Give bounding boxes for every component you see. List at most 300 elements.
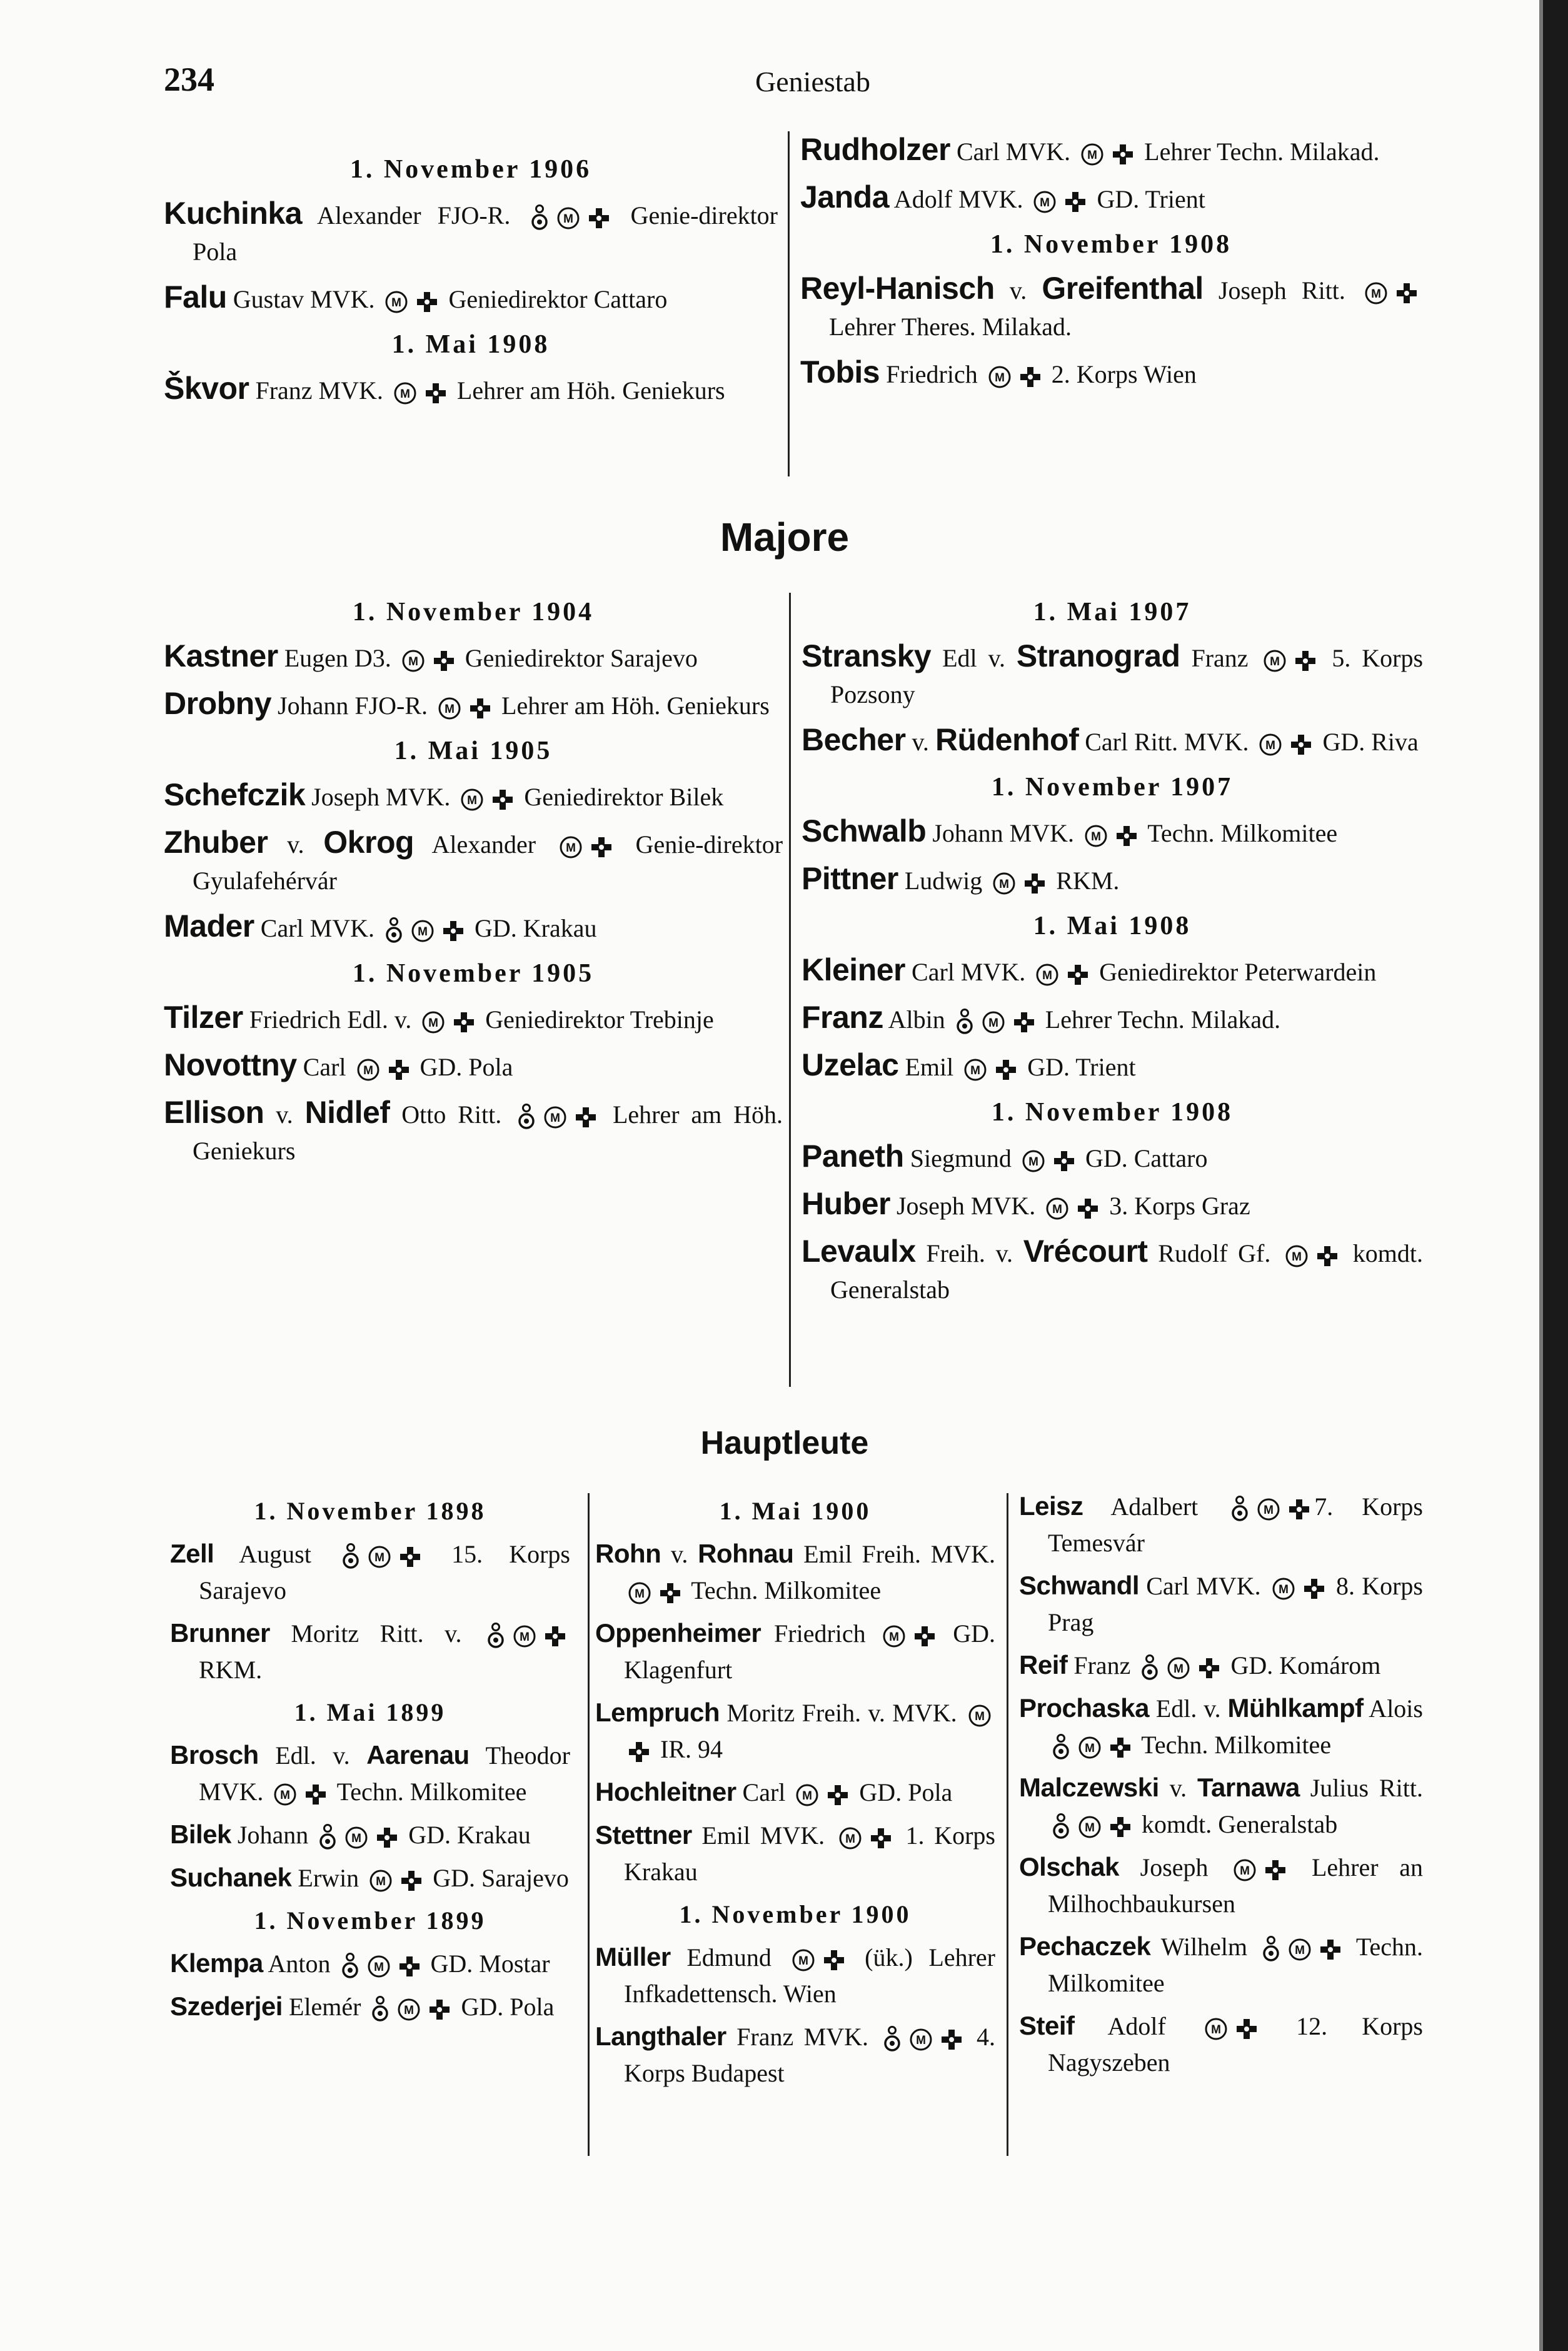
service-cross-icon bbox=[1109, 1736, 1132, 1759]
svg-text:M: M bbox=[975, 1709, 985, 1723]
date-heading: 1. November 1906 bbox=[349, 155, 592, 184]
service-cross-icon bbox=[425, 382, 447, 405]
officer-surname: Kastner bbox=[164, 638, 278, 673]
roster-entry bbox=[164, 638, 783, 677]
service-cross-icon bbox=[1067, 964, 1089, 986]
officer-surname: Huber bbox=[802, 1186, 890, 1221]
military-merit-icon bbox=[909, 2028, 933, 2051]
entry-text: Elemér bbox=[282, 1993, 368, 2021]
entry-text: GD. Krakau bbox=[402, 1821, 531, 1849]
officer-surname: Szederjei bbox=[170, 1991, 283, 2021]
entry-text: Carl Ritt. MVK. bbox=[1078, 728, 1255, 756]
decoration-icon bbox=[341, 1952, 359, 1981]
military-merit-icon bbox=[368, 1545, 391, 1569]
officer-surname: Uzelac bbox=[802, 1047, 899, 1082]
military-merit-icon bbox=[356, 1058, 380, 1082]
entry-text: RKM. bbox=[1050, 867, 1120, 895]
svg-text:M: M bbox=[802, 1789, 813, 1803]
roster-entry bbox=[164, 1047, 783, 1085]
service-cross-icon bbox=[575, 1106, 597, 1129]
date-heading: 1. Mai 1899 bbox=[294, 1698, 446, 1726]
svg-text:M: M bbox=[1292, 1250, 1302, 1264]
decoration-icon bbox=[1230, 1495, 1249, 1524]
officer-surname: Oppenheimer bbox=[595, 1618, 761, 1648]
roster-entry bbox=[170, 1615, 570, 1688]
entry-text: Erwin bbox=[291, 1864, 366, 1892]
date-heading: 1. Mai 1900 bbox=[719, 1497, 872, 1525]
entry-text: August bbox=[214, 1540, 338, 1568]
entry-text: Geniedirektor Trebinje bbox=[479, 1005, 714, 1034]
entry-text: GD. Pola bbox=[455, 1993, 555, 2021]
decoration-icon bbox=[1052, 1813, 1070, 1841]
service-cross-icon bbox=[1303, 1578, 1325, 1600]
entry-text: Adolf bbox=[1074, 2012, 1200, 2040]
roster-entry bbox=[1019, 1928, 1423, 2001]
service-cross-icon bbox=[1198, 1657, 1220, 1679]
entry-text: Emil MVK. bbox=[691, 1821, 835, 1850]
svg-text:M: M bbox=[1042, 969, 1053, 982]
service-cross-icon bbox=[428, 1998, 451, 2021]
roster-entry bbox=[802, 1186, 1423, 1224]
officer-surname: Rudholzer bbox=[800, 132, 950, 167]
service-cross-icon bbox=[304, 1783, 327, 1806]
entry-text: Theodor MVK. bbox=[199, 1741, 570, 1806]
military-merit-icon bbox=[1257, 1498, 1280, 1521]
svg-text:M: M bbox=[1270, 655, 1280, 668]
entry-text: Franz MVK. bbox=[249, 376, 389, 405]
majore-left-column bbox=[164, 588, 783, 1178]
entry-text: Geniedirektor Sarajevo bbox=[458, 644, 698, 672]
service-cross-icon bbox=[1294, 650, 1317, 672]
officer-surname: Lempruch bbox=[595, 1698, 720, 1727]
officer-surname: Tilzer bbox=[164, 1000, 243, 1035]
entry-text: Adolf MVK. bbox=[889, 185, 1030, 213]
military-merit-icon bbox=[982, 1010, 1005, 1034]
entry-text: Anton bbox=[263, 1950, 337, 1978]
officer-surname: Pittner bbox=[802, 861, 898, 896]
entry-text: Geniedirektor Peterwardein bbox=[1093, 958, 1377, 986]
military-merit-icon bbox=[421, 1010, 445, 1034]
roster-entry bbox=[802, 722, 1423, 760]
svg-text:M: M bbox=[467, 793, 478, 807]
entry-text: Lehrer am Höh. Geniekurs bbox=[495, 692, 770, 720]
roster-entry bbox=[595, 1774, 995, 1811]
roster-entry bbox=[802, 1138, 1423, 1177]
military-merit-icon bbox=[992, 872, 1016, 895]
svg-text:M: M bbox=[1295, 1943, 1305, 1957]
service-cross-icon bbox=[1064, 191, 1087, 213]
date-heading: 1. November 1905 bbox=[352, 959, 595, 988]
entry-text: v. bbox=[661, 1540, 698, 1568]
service-cross-icon bbox=[1053, 1150, 1075, 1172]
roster-entry bbox=[1019, 1849, 1423, 1922]
service-cross-icon bbox=[1109, 1816, 1132, 1838]
entry-text: Joseph bbox=[1118, 1853, 1230, 1881]
roster-entry bbox=[170, 1860, 570, 1896]
officer-surname: Škvor bbox=[164, 371, 249, 406]
officer-surname: Olschak bbox=[1019, 1852, 1119, 1881]
service-cross-icon bbox=[1264, 1859, 1287, 1881]
roster-entry bbox=[802, 638, 1423, 713]
svg-text:M: M bbox=[1240, 1864, 1250, 1878]
date-heading: 1. Mai 1908 bbox=[391, 330, 550, 359]
roster-entry bbox=[802, 860, 1423, 899]
service-cross-icon bbox=[1290, 733, 1312, 756]
service-cross-icon bbox=[995, 1059, 1017, 1081]
military-merit-icon bbox=[963, 1058, 987, 1082]
officer-surname: Rohn bbox=[595, 1539, 661, 1568]
entry-text: Lehrer Techn. Milakad. bbox=[1138, 138, 1380, 166]
roster-entry bbox=[800, 179, 1422, 218]
hauptleute-column-3 bbox=[1019, 1488, 1423, 2087]
entry-text: 12. Korps Nagyszeben bbox=[1048, 2012, 1423, 2077]
officer-surname: Prochaska bbox=[1019, 1693, 1149, 1723]
svg-text:M: M bbox=[970, 1064, 981, 1077]
top-left-column bbox=[164, 145, 778, 418]
date-heading: 1. November 1904 bbox=[352, 598, 595, 627]
entry-text: GD. Krakau bbox=[468, 914, 597, 942]
roster-entry bbox=[802, 952, 1423, 990]
service-cross-icon bbox=[491, 788, 514, 811]
roster-entry bbox=[164, 777, 783, 815]
majore-right-column bbox=[802, 588, 1423, 1317]
svg-text:M: M bbox=[1085, 1741, 1095, 1755]
svg-text:M: M bbox=[999, 877, 1010, 891]
entry-text: v. bbox=[994, 276, 1042, 305]
svg-text:M: M bbox=[988, 1016, 998, 1030]
military-merit-icon bbox=[882, 1624, 906, 1648]
service-cross-icon bbox=[1319, 1938, 1342, 1961]
svg-text:M: M bbox=[1211, 2023, 1221, 2036]
military-merit-icon bbox=[792, 1948, 815, 1972]
officer-predicate: Vrécourt bbox=[1023, 1234, 1148, 1269]
military-merit-icon bbox=[1263, 649, 1287, 673]
officer-surname: Steif bbox=[1019, 2011, 1075, 2040]
entry-text: 2. Korps Wien bbox=[1045, 360, 1197, 388]
military-merit-icon bbox=[1204, 2017, 1228, 2041]
entry-text: Joseph MVK. bbox=[305, 783, 457, 811]
officer-surname: Zell bbox=[170, 1539, 214, 1568]
entry-text: GD. Klagenfurt bbox=[624, 1619, 995, 1684]
entry-text: Genie-direktor Pola bbox=[193, 201, 778, 266]
entry-text: Lehrer Techn. Milakad. bbox=[1038, 1005, 1281, 1034]
svg-text:M: M bbox=[1052, 1202, 1063, 1216]
officer-surname: Novottny bbox=[164, 1047, 297, 1082]
military-merit-icon bbox=[411, 919, 435, 943]
officer-surname: Schwalb bbox=[802, 813, 927, 848]
entry-text: komdt. Generalstab bbox=[1135, 1810, 1338, 1838]
entry-text: 5. Korps Pozsony bbox=[830, 644, 1424, 708]
entry-text: Freih. v. bbox=[915, 1239, 1023, 1267]
service-cross-icon bbox=[1013, 1011, 1035, 1034]
military-merit-icon bbox=[1078, 1815, 1102, 1839]
svg-text:M: M bbox=[418, 925, 428, 939]
svg-text:M: M bbox=[376, 1875, 386, 1888]
officer-surname: Kleiner bbox=[802, 952, 906, 987]
svg-text:M: M bbox=[1371, 287, 1381, 301]
entry-text: Edl. v. bbox=[258, 1741, 367, 1770]
entry-text: Ludwig bbox=[898, 867, 989, 895]
svg-text:M: M bbox=[400, 387, 410, 401]
roster-entry bbox=[170, 1945, 570, 1982]
roster-entry bbox=[1019, 1568, 1423, 1641]
entry-text: Johann MVK. bbox=[926, 819, 1081, 847]
entry-text: 15. Korps Sarajevo bbox=[199, 1540, 570, 1604]
entry-text: Alois bbox=[1363, 1694, 1423, 1723]
military-merit-icon bbox=[556, 206, 580, 230]
officer-surname: Leisz bbox=[1019, 1491, 1083, 1521]
svg-text:M: M bbox=[428, 1016, 439, 1030]
page-number: 234 bbox=[164, 61, 214, 98]
military-merit-icon bbox=[1035, 963, 1059, 987]
roster-entry bbox=[164, 195, 778, 270]
officer-surname: Reyl-Hanisch bbox=[800, 271, 995, 306]
entry-text: Moritz Freih. v. MVK. bbox=[720, 1699, 964, 1727]
military-merit-icon bbox=[1272, 1577, 1295, 1601]
roster-entry bbox=[595, 1939, 995, 2012]
service-cross-icon bbox=[590, 836, 613, 858]
military-merit-icon bbox=[559, 835, 583, 859]
entry-text: Edmund bbox=[670, 1943, 788, 1971]
officer-surname: Klempa bbox=[170, 1948, 263, 1978]
entry-text: Johann FJO-R. bbox=[271, 692, 435, 720]
service-cross-icon bbox=[388, 1059, 410, 1081]
roster-entry bbox=[1019, 1770, 1423, 1843]
roster-entry bbox=[164, 908, 783, 947]
roster-entry bbox=[1019, 1690, 1423, 1763]
date-heading: 1. November 1899 bbox=[254, 1906, 486, 1935]
service-cross-icon bbox=[399, 1546, 421, 1568]
roster-entry bbox=[800, 270, 1422, 345]
roster-entry bbox=[164, 279, 778, 318]
entry-text: Carl MVK. bbox=[1139, 1572, 1268, 1600]
entry-text: Emil Freih. MVK. bbox=[793, 1540, 995, 1568]
entry-text: Geniedirektor Cattaro bbox=[442, 285, 668, 313]
svg-text:M: M bbox=[351, 1831, 362, 1845]
military-merit-icon bbox=[1233, 1858, 1257, 1882]
service-cross-icon bbox=[1316, 1245, 1339, 1267]
entry-text: Alexander bbox=[414, 830, 555, 858]
roster-entry bbox=[595, 1694, 995, 1768]
decoration-icon bbox=[1262, 1935, 1280, 1964]
entry-text: 3. Korps Graz bbox=[1103, 1192, 1250, 1220]
service-cross-icon bbox=[544, 1625, 566, 1648]
svg-text:M: M bbox=[1028, 1155, 1038, 1169]
date-heading: 1. November 1907 bbox=[991, 773, 1234, 802]
officer-surname: Zhuber bbox=[164, 825, 268, 860]
military-merit-icon bbox=[988, 365, 1012, 389]
entry-text: Albin bbox=[883, 1005, 952, 1034]
entry-text: GD. Sarajevo bbox=[426, 1864, 569, 1892]
svg-text:M: M bbox=[404, 2003, 415, 2017]
military-merit-icon bbox=[838, 1826, 862, 1850]
service-cross-icon bbox=[453, 1011, 475, 1034]
entry-text: Lehrer an Milhochbaukursen bbox=[1048, 1853, 1423, 1918]
military-merit-icon bbox=[438, 697, 461, 720]
officer-surname: Stransky bbox=[802, 638, 932, 673]
entry-text: GD. Mostar bbox=[424, 1950, 550, 1978]
svg-text:M: M bbox=[1087, 148, 1098, 162]
entry-text: Techn. Milkomitee bbox=[1048, 1933, 1423, 1997]
svg-text:M: M bbox=[915, 2033, 926, 2047]
entry-text: Lehrer Theres. Milakad. bbox=[829, 313, 1072, 341]
decoration-icon bbox=[1052, 1733, 1070, 1762]
officer-surname: Janda bbox=[800, 179, 890, 214]
entry-text: Gustav MVK. bbox=[226, 285, 381, 313]
entry-text: Techn. Milkomitee bbox=[331, 1778, 527, 1806]
column-divider bbox=[788, 131, 790, 476]
service-cross-icon bbox=[376, 1826, 398, 1849]
military-merit-icon bbox=[393, 381, 417, 405]
svg-text:M: M bbox=[1264, 1503, 1274, 1517]
svg-text:M: M bbox=[550, 1111, 561, 1125]
entry-text: GD. Trient bbox=[1021, 1053, 1136, 1081]
roster-entry bbox=[170, 1816, 570, 1853]
service-cross-icon bbox=[1115, 825, 1138, 847]
military-merit-icon bbox=[1033, 190, 1057, 214]
entry-text: v. bbox=[905, 728, 935, 756]
entry-text: GD. Komárom bbox=[1224, 1651, 1381, 1679]
svg-text:M: M bbox=[520, 1630, 530, 1644]
officer-predicate: Aarenau bbox=[366, 1740, 470, 1770]
officer-surname: Kuchinka bbox=[164, 196, 303, 231]
column-divider bbox=[588, 1493, 590, 2156]
roster-entry bbox=[802, 1047, 1423, 1085]
roster-entry bbox=[802, 813, 1423, 852]
officer-surname: Müller bbox=[595, 1942, 671, 1971]
entry-text: v. bbox=[1158, 1774, 1198, 1802]
decoration-icon bbox=[955, 1008, 974, 1037]
entry-text: Moritz Ritt. v. bbox=[269, 1619, 483, 1648]
roster-entry bbox=[1019, 1647, 1423, 1684]
officer-surname: Brosch bbox=[170, 1740, 259, 1770]
entry-text: Franz bbox=[1067, 1651, 1137, 1679]
svg-text:M: M bbox=[1091, 830, 1101, 843]
entry-text: Friedrich bbox=[880, 360, 984, 388]
military-merit-icon bbox=[795, 1783, 819, 1807]
entry-text: 7. Korps Temesvár bbox=[1048, 1493, 1424, 1557]
service-cross-icon bbox=[827, 1784, 849, 1806]
entry-text: 1. Korps Krakau bbox=[624, 1821, 995, 1886]
service-cross-icon bbox=[400, 1870, 423, 1892]
service-cross-icon bbox=[469, 697, 491, 720]
entry-text: Rudolf Gf. bbox=[1147, 1239, 1282, 1267]
entry-text: v. bbox=[264, 1100, 305, 1129]
decoration-icon bbox=[384, 917, 403, 945]
svg-text:M: M bbox=[1085, 1821, 1095, 1835]
roster-entry bbox=[595, 1615, 995, 1688]
military-merit-icon bbox=[1259, 733, 1282, 757]
roster-entry bbox=[170, 1988, 570, 2025]
service-cross-icon bbox=[870, 1827, 892, 1850]
svg-text:M: M bbox=[845, 1832, 855, 1846]
entry-text: Lehrer am Höh. Geniekurs bbox=[193, 1100, 783, 1165]
officer-surname: Falu bbox=[164, 279, 227, 315]
entry-text: Techn. Milkomitee bbox=[1142, 819, 1338, 847]
svg-text:M: M bbox=[374, 1551, 384, 1564]
officer-surname: Suchanek bbox=[170, 1863, 292, 1892]
column-divider bbox=[789, 593, 791, 1387]
military-merit-icon bbox=[1045, 1197, 1069, 1221]
officer-surname: Schwandl bbox=[1019, 1571, 1140, 1600]
service-cross-icon bbox=[442, 920, 465, 942]
roster-entry bbox=[164, 824, 783, 899]
military-merit-icon bbox=[628, 1581, 651, 1605]
entry-text: Franz bbox=[1180, 644, 1260, 672]
military-merit-icon bbox=[1080, 143, 1104, 166]
entry-text: Genie-direktor Gyulafehérvár bbox=[193, 830, 783, 895]
military-merit-icon bbox=[367, 1955, 391, 1978]
military-merit-icon bbox=[1285, 1244, 1309, 1268]
section-heading-majore: Majore bbox=[720, 515, 850, 560]
top-right-column bbox=[800, 131, 1422, 401]
svg-text:M: M bbox=[445, 702, 455, 716]
entry-text: GD. Riva bbox=[1316, 728, 1419, 756]
entry-text: komdt. Generalstab bbox=[830, 1239, 1424, 1304]
entry-text: Carl MVK. bbox=[254, 914, 381, 942]
roster-entry bbox=[164, 999, 783, 1038]
decoration-icon bbox=[1140, 1654, 1159, 1683]
officer-surname: Levaulx bbox=[802, 1234, 916, 1269]
roster-entry bbox=[164, 685, 783, 724]
entry-text: Otto Ritt. bbox=[389, 1100, 514, 1129]
service-cross-icon bbox=[659, 1582, 681, 1604]
officer-predicate: Okrog bbox=[323, 825, 415, 860]
service-cross-icon bbox=[1235, 2018, 1258, 2040]
officer-surname: Hochleitner bbox=[595, 1777, 736, 1806]
date-heading: 1. Mai 1905 bbox=[394, 737, 553, 765]
entry-text: Franz MVK. bbox=[726, 2023, 879, 2051]
officer-surname: Malczewski bbox=[1019, 1773, 1159, 1802]
roster-entry bbox=[164, 370, 778, 409]
officer-predicate: Mühlkampf bbox=[1227, 1693, 1364, 1723]
svg-text:M: M bbox=[1040, 196, 1050, 209]
entry-text: IR. 94 bbox=[654, 1735, 723, 1763]
entry-text: Eugen D3. bbox=[278, 644, 398, 672]
officer-surname: Reif bbox=[1019, 1650, 1068, 1679]
entry-text: Friedrich Edl. v. bbox=[243, 1005, 418, 1034]
officer-surname: Mader bbox=[164, 909, 254, 944]
military-merit-icon bbox=[1078, 1736, 1102, 1759]
roster-entry bbox=[800, 354, 1422, 393]
svg-text:M: M bbox=[1173, 1662, 1184, 1676]
officer-surname: Langthaler bbox=[595, 2021, 726, 2051]
entry-text: Techn. Milkomitee bbox=[685, 1576, 882, 1604]
service-cross-icon bbox=[416, 291, 438, 313]
roster-entry bbox=[802, 999, 1423, 1038]
decoration-icon bbox=[883, 2025, 902, 2054]
svg-text:M: M bbox=[1278, 1583, 1289, 1596]
service-cross-icon bbox=[1288, 1498, 1310, 1521]
service-cross-icon bbox=[1023, 872, 1046, 895]
service-cross-icon bbox=[433, 650, 455, 672]
entry-text: Geniedirektor Bilek bbox=[518, 783, 724, 811]
officer-predicate: Nidlef bbox=[304, 1095, 390, 1130]
service-cross-icon bbox=[913, 1625, 936, 1648]
svg-text:M: M bbox=[373, 1960, 384, 1974]
officer-predicate: Tarnawa bbox=[1197, 1773, 1300, 1802]
svg-text:M: M bbox=[994, 371, 1005, 385]
entry-text: Joseph Ritt. bbox=[1203, 276, 1361, 305]
hauptleute-column-2 bbox=[595, 1488, 995, 2098]
entry-text: GD. Pola bbox=[413, 1053, 513, 1081]
military-merit-icon bbox=[273, 1783, 297, 1806]
officer-predicate: Rohnau bbox=[698, 1539, 794, 1568]
roster-entry bbox=[170, 1536, 570, 1609]
service-cross-icon bbox=[1395, 282, 1418, 305]
entry-text: Carl bbox=[736, 1778, 792, 1806]
svg-text:M: M bbox=[565, 841, 576, 855]
